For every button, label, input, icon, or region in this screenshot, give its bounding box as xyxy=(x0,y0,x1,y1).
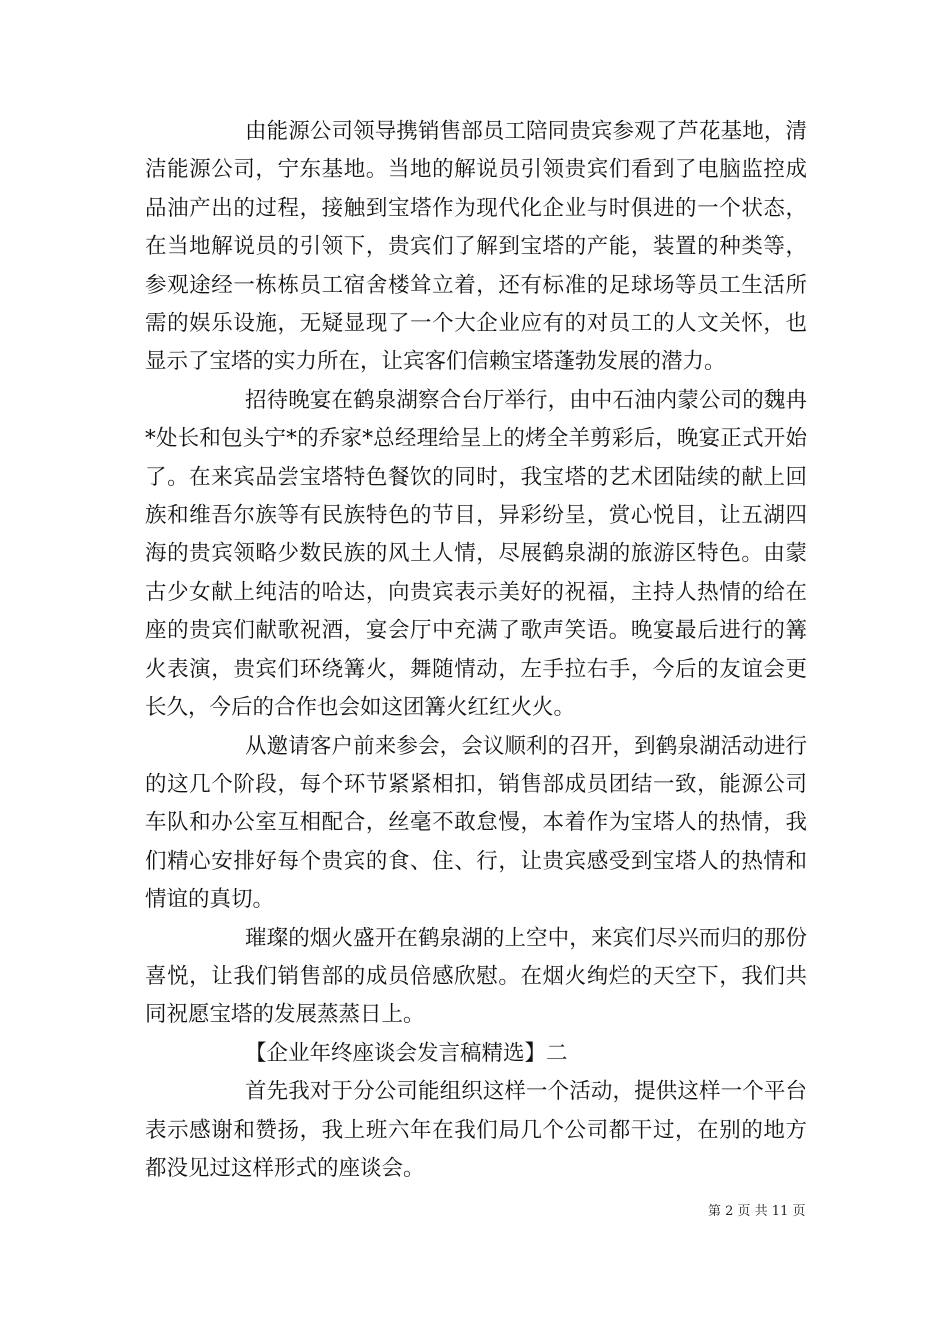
section-heading: 【企业年终座谈会发言稿精选】二 xyxy=(245,1040,568,1066)
paragraph-site-visit: 由能源公司领导携销售部员工陪同贵宾参观了芦花基地，清洁能源公司，宁东基地。当地的解说员引领贵宾们看到了电脑监控成品油产出的过程，接触到宝塔作为现代化企业与时俱进的一个状态，在当地解说员的引领下，贵宾们了解到宝塔的产能，装置的种类等，参观途经一栋栋员工宿舍楼耸立着，还有标准的足球场等员工生活所需的娱乐设施，无疑显现了一个大企业应有的对员工的人文关怀，也显示了宝塔的实力所在，让宾客们信赖宝塔蓬勃发展的潜力。 xyxy=(145,119,807,375)
paragraph-fireworks: 璀璨的烟火盛开在鹤泉湖的上空中，来宾们尽兴而归的那份喜悦，让我们销售部的成员倍感欣慰。在烟火绚烂的天空下，我们共同祝愿宝塔的发展蒸蒸日上。 xyxy=(145,925,807,1028)
paragraph-teamwork: 从邀请客户前来参会，会议顺利的召开，到鹤泉湖活动进行的这几个阶段，每个环节紧紧相扣，销售部成员团结一致，能源公司车队和办公室互相配合，丝毫不敢怠慢，本着作为宝塔人的热情，我们精心安排好每个贵宾的食、住、行，让贵宾感受到宝塔人的热情和情谊的真切。 xyxy=(145,733,807,913)
paragraph-banquet: 招待晚宴在鹤泉湖察合台厅举行，由中石油内蒙公司的魏冉*处长和包头宁*的乔家*总经理给呈上的烤全羊剪彩后，晚宴正式开始了。在来宾品尝宝塔特色餐饮的同时，我宝塔的艺术团陆续的献上回族和维吾尔族等有民族特色的节目，异彩纷呈，赏心悦目，让五湖四海的贵宾领略少数民族的风土人情，尽展鹤泉湖的旅游区特色。由蒙古少女献上纯洁的哈达，向贵宾表示美好的祝福，主持人热情的给在座的贵宾们献歌祝酒，宴会厅中充满了歌声笑语。晚宴最后进行的篝火表演，贵宾们环绕篝火，舞随情动，左手拉右手，今后的友谊会更长久，今后的合作也会如这团篝火红红火火。 xyxy=(145,387,807,721)
paragraph-speech-intro: 首先我对于分公司能组织这样一个活动，提供这样一个平台表示感谢和赞扬，我上班六年在我们局几个公司都干过，在别的地方都没见过这样形式的座谈会。 xyxy=(145,1079,807,1181)
document-body xyxy=(145,113,807,1188)
page-number-footer: 第 2 页 共 11 页 xyxy=(708,1204,806,1219)
